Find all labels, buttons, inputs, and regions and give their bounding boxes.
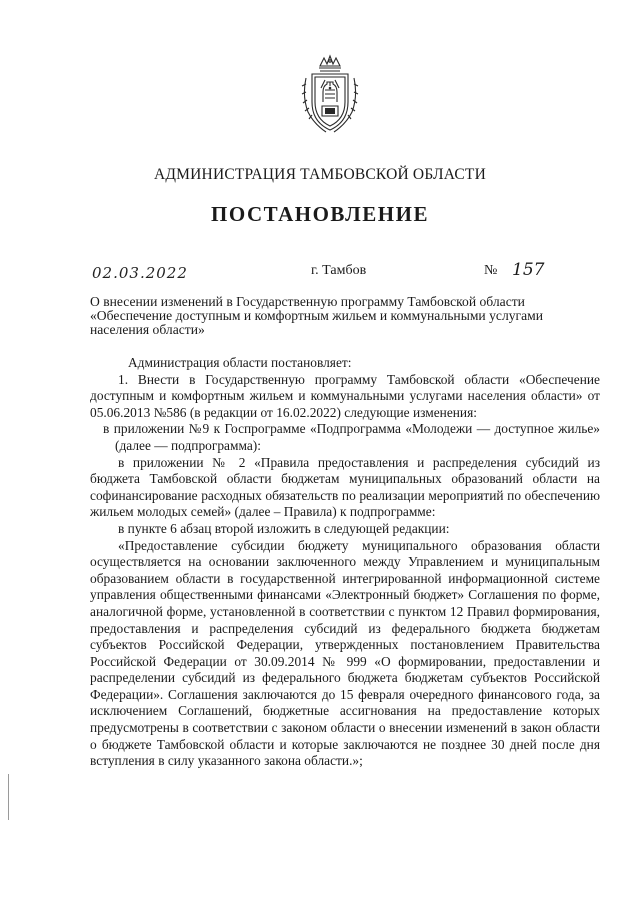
document-number: 157 <box>512 260 545 280</box>
document-number-label: № <box>484 263 498 278</box>
body-paragraph: Администрация области постановляет: <box>128 355 352 370</box>
scan-margin-mark <box>8 774 9 820</box>
body-paragraph: в приложении №9 к Госпрограмме «Подпрограмма «Молодежи — доступное жилье» (далее — подпрограмма): <box>103 421 600 453</box>
coat-of-arms-emblem <box>298 52 362 136</box>
body-paragraph: 1. Внести в Государственную программу Тамбовской области «Обеспечение доступным и комфортным жильем и коммунальными услугами населения области» от 05.06.2013 №586 (в редакции от 16.02.2022) следующие изменения: <box>90 371 600 420</box>
document-type-title: ПОСТАНОВЛЕНИЕ <box>211 202 429 226</box>
document-date: 02.03.2022 <box>92 264 188 282</box>
organization-title: АДМИНИСТРАЦИЯ ТАМБОВСКОЙ ОБЛАСТИ <box>154 166 486 183</box>
document-body <box>90 355 600 770</box>
body-paragraph: в приложении № 2 «Правила предоставления и распределения субсидий из бюджета Тамбовской области бюджетам муниципальных образований области на софинансирование расходных обязательств по реализации мероприятий по обеспечению жильем молодых семей» (далее – Правила) к подпрограмме: <box>90 454 600 520</box>
document-city: г. Тамбов <box>311 263 367 278</box>
body-paragraph: в пункте 6 абзац второй изложить в следующей редакции: <box>118 520 450 536</box>
body-paragraph: «Предоставление субсидии бюджету муниципального образования области осуществляется на основании заключенного между Управлением и муниципальным образованием области в государственной интегрированной информационной системе управления общественными финансами «Электронный бюджет» Соглашения по форме, аналогичной форме, установленной в соответствии с пунктом 12 Правил формирования, предоставления и распределения субсидий из федерального бюджета бюджетам субъектов Российской Федерации, утвержденных постановлением Правительства Российской Федерации от 30.09.2014 № 999 «О формировании, предоставлении и распределении субсидий из федерального бюджета бюджетам субъектов Российской Федерации». Соглашения заключаются до 15 февраля очередного финансового года, за исключением Соглашений, бюджетные ассигнования на предоставление которых предусмотрены в соответствии с законом области о внесении изменений в закон области о бюджете Тамбовской области и которые заключаются не позднее 30 дней после дня вступления в силу указанного закона области.»; <box>90 537 600 769</box>
document-subject: О внесении изменений в Государственную программу Тамбовской области «Обеспечение доступным и комфортным жильем и коммунальными услугами населения области» <box>90 294 544 337</box>
